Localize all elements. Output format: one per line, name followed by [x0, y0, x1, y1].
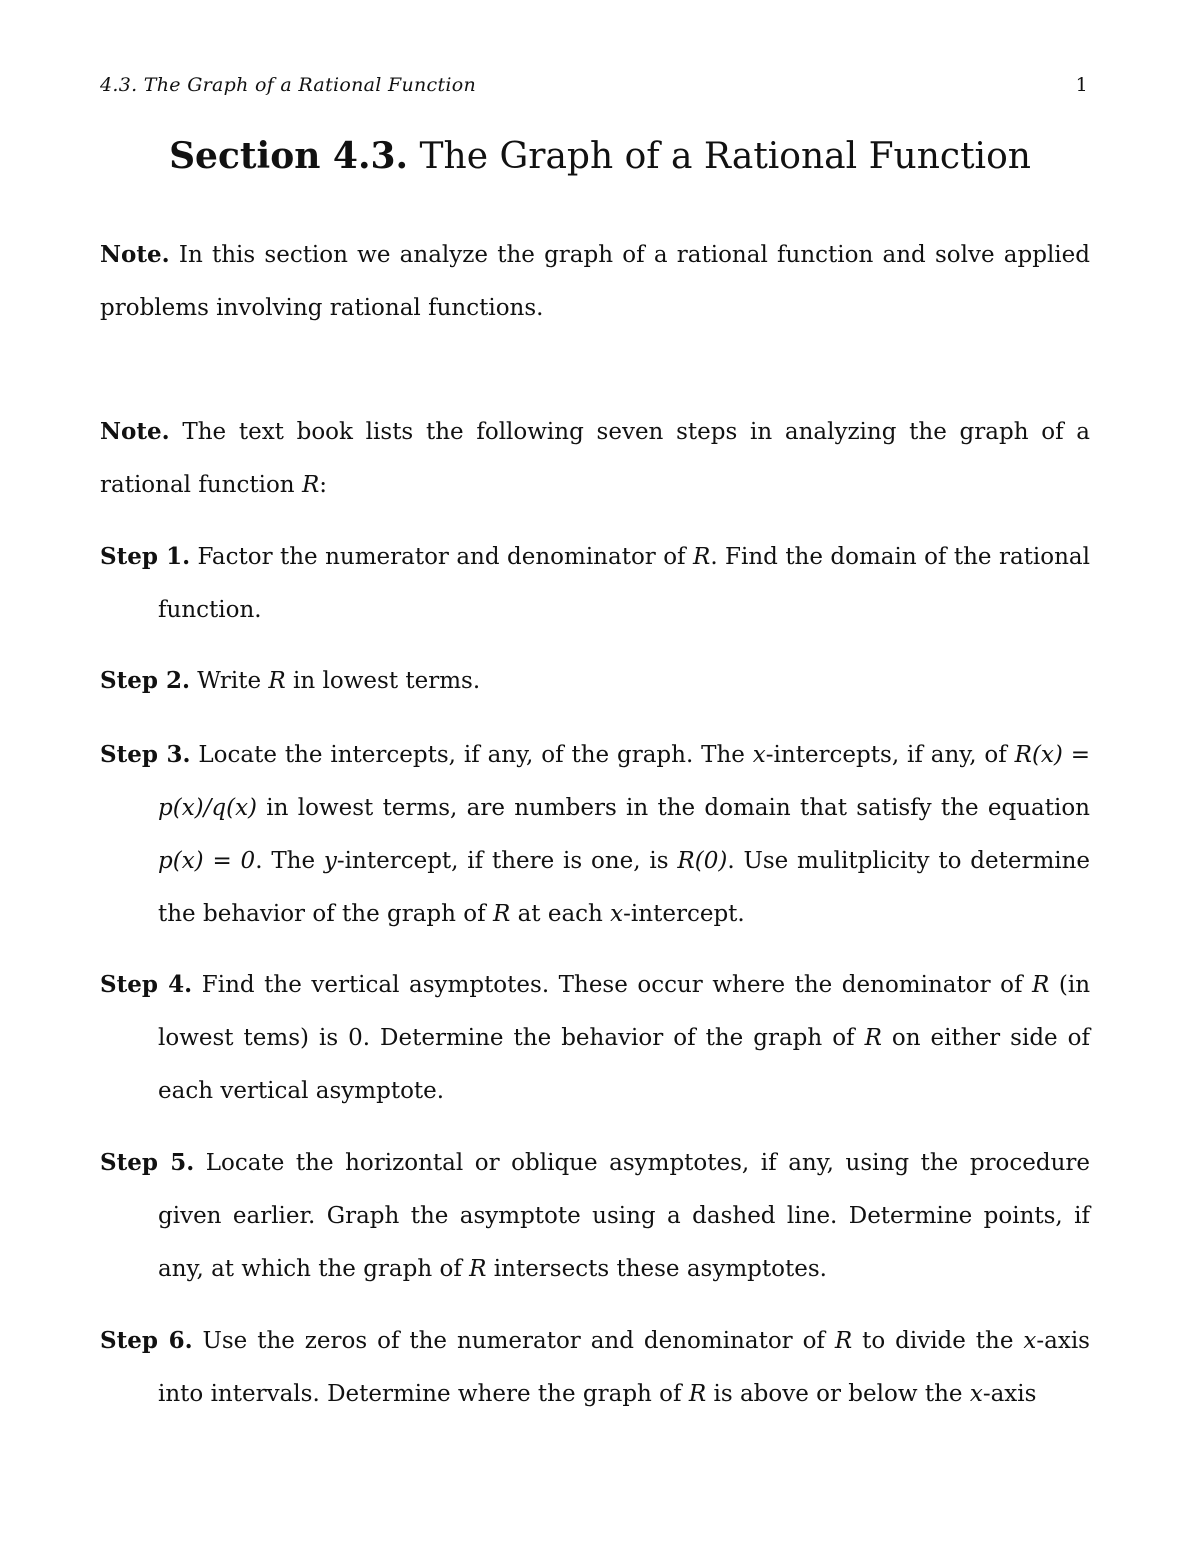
note-1: [100, 228, 1090, 335]
step-6: Step 6. Use the zeros of the numerator and denominator of R to divide the x-axis into intervals. Determine where the graph of R is above or below the x-axis: [100, 1327, 1090, 1407]
note-label: Note.: [100, 241, 170, 268]
step-5: Step 5. Locate the horizontal or oblique asymptotes, if any, using the procedure given earlier. Graph the asymptote using a dashed line. Determine points, if any, at which the graph of R intersects these asymptotes.: [100, 1149, 1091, 1282]
running-header: [100, 74, 1090, 104]
note-2: Note. The text book lists the following seven steps in analyzing the graph of a rational function R:: [100, 418, 1090, 498]
step-label: Step 5.: [100, 1149, 195, 1176]
math-var: R: [864, 1025, 882, 1051]
step-3: Step 3. Locate the intercepts, if any, of the graph. The x-intercepts, if any, of R(x) = p(x)/q(x) in lowest terms, are numbers in the domain that satisfy the equation p(x) = 0. The y-intercept, if there is one, is R(0). Use mulitplicity to determine the behavior of the graph of R at each x-intercept.: [100, 741, 1091, 927]
math-var: x: [1023, 1328, 1037, 1354]
section-name: The Graph of a Rational Function: [419, 136, 1031, 177]
math-var: R: [268, 668, 286, 694]
running-title: 4.3. The Graph of a Rational Function: [100, 74, 477, 96]
math-var: R: [1032, 972, 1050, 998]
step-1: Step 1. Factor the numerator and denominator of R. Find the domain of the rational function.: [100, 543, 1090, 623]
note-text: In this section we analyze the graph of a rational function and solve applied problems involving rational functions.: [100, 242, 1090, 321]
math-var: R: [692, 544, 711, 570]
section-title: [0, 135, 1200, 177]
note-text: The text book lists the following seven steps in analyzing the graph of a rational function: [100, 419, 1090, 498]
math-expression: R(0): [677, 848, 728, 874]
math-var: R: [492, 901, 511, 927]
step-label: Step 6.: [100, 1327, 193, 1354]
step-label: Step 2.: [100, 667, 190, 694]
math-var: R: [834, 1328, 853, 1354]
step-label: Step 3.: [100, 741, 191, 768]
math-var: y: [323, 848, 337, 874]
math-expression: p(x) = 0: [158, 848, 256, 874]
math-var: R: [688, 1381, 707, 1407]
math-var: x: [752, 742, 766, 768]
math-var: x: [969, 1381, 983, 1407]
math-var: R: [469, 1256, 487, 1282]
math-var: R: [301, 472, 320, 498]
math-var: x: [610, 901, 624, 927]
math-expression: R(x) = p(x)/q(x): [158, 742, 1091, 821]
note-label: Note.: [100, 418, 170, 445]
page-number: 1: [1075, 74, 1088, 96]
section-number: Section 4.3.: [169, 135, 409, 177]
step-4: Step 4. Find the vertical asymptotes. These occur where the denominator of R (in lowest tems) is 0. Determine the behavior of the graph of R on either side of each vertical asymptote.: [100, 971, 1091, 1104]
step-label: Step 1.: [100, 543, 191, 570]
step-label: Step 4.: [100, 971, 193, 998]
step-2: Step 2. Write R in lowest terms.: [100, 667, 481, 694]
